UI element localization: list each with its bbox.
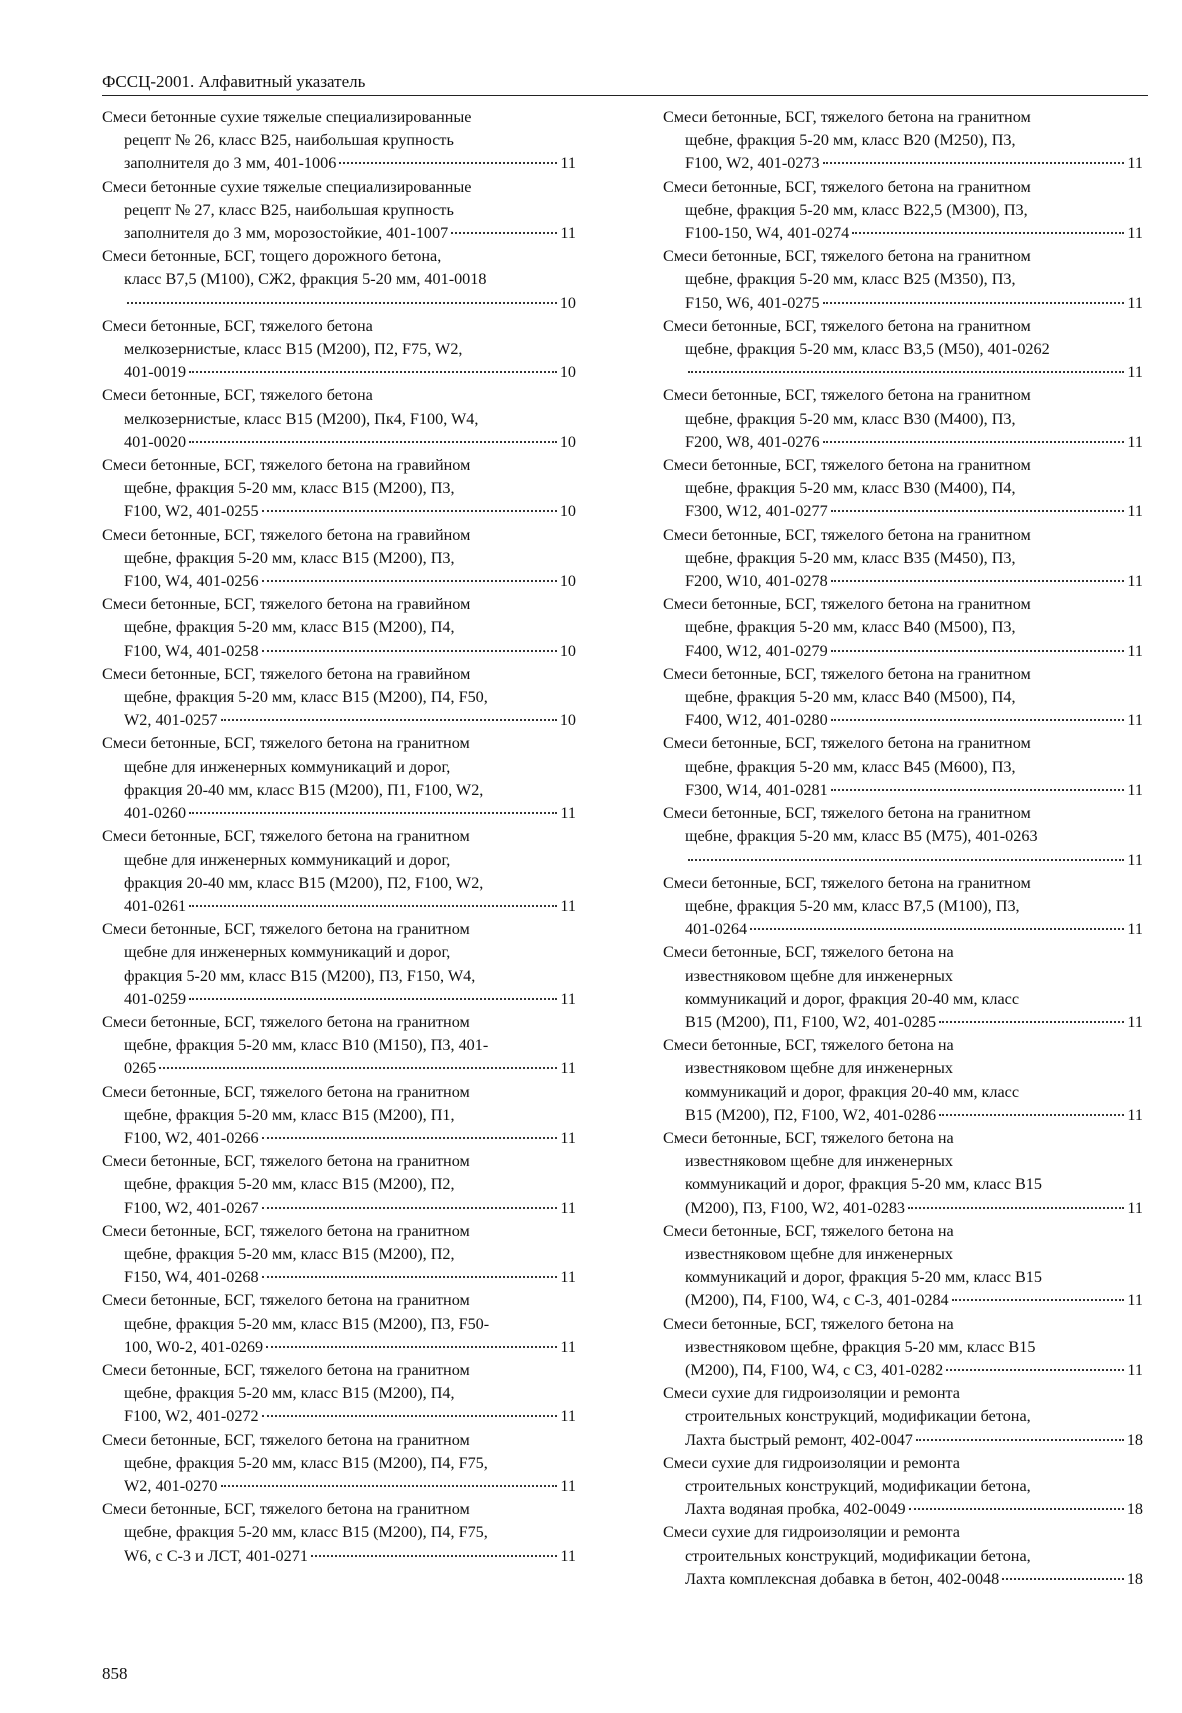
entry-line: Смеси сухие для гидроизоляции и ремонта bbox=[663, 1523, 960, 1542]
entry-last-line: Лахта быстрый ремонт, 402-0047 bbox=[685, 1430, 913, 1449]
entry-leader-line bbox=[124, 988, 576, 1011]
entry-line: Смеси бетонные, БСГ, тяжелого бетона bbox=[102, 316, 373, 335]
entry-page-ref: 11 bbox=[560, 896, 576, 915]
entry-last-line: W2, 401-0257 bbox=[124, 711, 218, 730]
index-entry bbox=[102, 245, 576, 315]
entry-leader-line bbox=[685, 1197, 1143, 1220]
entry-line: Смеси бетонные, БСГ, тяжелого бетона на гранитном bbox=[102, 1360, 470, 1379]
entry-leader-line bbox=[685, 152, 1143, 175]
entry-line: Смеси бетонные, БСГ, тяжелого бетона на гранитном bbox=[102, 734, 470, 753]
entry-last-line: F200, W10, 401-0278 bbox=[685, 572, 828, 591]
entry-last-line: F150, W4, 401-0268 bbox=[124, 1268, 259, 1287]
entry-last-line: 100, W0-2, 401-0269 bbox=[124, 1337, 264, 1356]
entry-line: щебне, фракция 5-20 мм, класс В40 (М500), П3, bbox=[685, 618, 1016, 637]
dot-leader bbox=[823, 441, 1125, 443]
entry-last-line: F300, W14, 401-0281 bbox=[685, 780, 828, 799]
entry-line: известняковом щебне для инженерных bbox=[685, 1152, 953, 1171]
entry-leader-line bbox=[685, 361, 1143, 384]
dot-leader bbox=[262, 1207, 558, 1209]
index-entry bbox=[663, 1452, 1143, 1522]
index-entry bbox=[663, 1382, 1143, 1452]
entry-last-line: В15 (М200), П1, F100, W2, 401-0285 bbox=[685, 1012, 937, 1031]
entry-line: Смеси бетонные, БСГ, тяжелого бетона на bbox=[663, 1128, 954, 1147]
entry-line: щебне, фракция 5-20 мм, класс В15 (М200), П3, bbox=[124, 548, 455, 567]
index-entry bbox=[663, 454, 1143, 524]
entry-line: щебне, фракция 5-20 мм, класс В15 (М200), П4, F75, bbox=[124, 1523, 488, 1542]
entry-page-ref: 11 bbox=[560, 1128, 576, 1147]
entry-line: щебне, фракция 5-20 мм, класс В15 (М200), П4, F75, bbox=[124, 1453, 488, 1472]
entry-leader-line bbox=[685, 500, 1143, 523]
entry-page-ref: 18 bbox=[1126, 1500, 1143, 1519]
entry-line: Смеси бетонные, БСГ, тяжелого бетона на bbox=[663, 943, 954, 962]
index-entry bbox=[663, 1313, 1143, 1383]
dot-leader bbox=[908, 1207, 1124, 1209]
entry-line: Смеси бетонные, БСГ, тяжелого бетона на гранитном bbox=[102, 827, 470, 846]
entry-line: Смеси бетонные, БСГ, тяжелого бетона на bbox=[663, 1221, 954, 1240]
entry-line: рецепт № 27, класс В25, наибольшая крупность bbox=[124, 200, 454, 219]
entry-last-line: F150, W6, 401-0275 bbox=[685, 293, 820, 312]
entry-last-line: F100, W4, 401-0258 bbox=[124, 641, 259, 660]
dot-leader bbox=[221, 1485, 558, 1487]
dot-leader bbox=[916, 1439, 1124, 1441]
dot-leader bbox=[262, 650, 557, 652]
entry-leader-line bbox=[124, 802, 576, 825]
entry-leader-line bbox=[685, 1359, 1143, 1382]
entry-line: Смеси бетонные, БСГ, тяжелого бетона на bbox=[663, 1036, 954, 1055]
index-entry bbox=[102, 1359, 576, 1429]
entry-line: Смеси бетонные, БСГ, тяжелого бетона на bbox=[663, 1314, 954, 1333]
entry-line: Смеси бетонные, БСГ, тяжелого бетона на гранитном bbox=[663, 734, 1031, 753]
entry-line: щебне, фракция 5-20 мм, класс В22,5 (М300), П3, bbox=[685, 200, 1028, 219]
entry-line: строительных конструкций, модификации бетона, bbox=[685, 1546, 1031, 1565]
entry-line: щебне, фракция 5-20 мм, класс В20 (М250), П3, bbox=[685, 131, 1016, 150]
index-entry bbox=[663, 663, 1143, 733]
entry-line: щебне, фракция 5-20 мм, класс В5 (М75), 401-0263 bbox=[685, 827, 1038, 846]
entry-line: Смеси бетонные сухие тяжелые специализированные bbox=[102, 108, 472, 126]
dot-leader bbox=[189, 441, 557, 443]
index-entry bbox=[663, 872, 1143, 942]
dot-leader bbox=[266, 1346, 557, 1348]
entry-page-ref: 10 bbox=[559, 293, 576, 312]
entry-page-ref: 11 bbox=[1127, 920, 1143, 939]
dot-leader bbox=[189, 998, 557, 1000]
dot-leader bbox=[262, 510, 557, 512]
entry-line: Смеси бетонные, БСГ, тяжелого бетона на гранитном bbox=[663, 386, 1031, 405]
entry-line: щебне, фракция 5-20 мм, класс В3,5 (М50), 401-0262 bbox=[685, 340, 1050, 359]
index-entry bbox=[663, 1127, 1143, 1220]
entry-line: щебне, фракция 5-20 мм, класс В15 (М200), П1, bbox=[124, 1105, 455, 1124]
entry-line: щебне, фракция 5-20 мм, класс В40 (М500), П4, bbox=[685, 688, 1016, 707]
entry-line: коммуникаций и дорог, фракция 5-20 мм, класс В15 bbox=[685, 1268, 1042, 1287]
index-entry bbox=[102, 663, 576, 733]
dot-leader bbox=[831, 510, 1125, 512]
dot-leader bbox=[939, 1114, 1124, 1116]
entry-last-line: заполнителя до 3 мм, 401-1006 bbox=[124, 154, 337, 173]
entry-page-ref: 10 bbox=[559, 572, 576, 591]
page-number: 858 bbox=[102, 1664, 128, 1683]
entry-leader-line bbox=[685, 918, 1143, 941]
entry-line: Смеси бетонные, БСГ, тяжелого бетона на гравийном bbox=[102, 664, 471, 683]
dot-leader bbox=[688, 371, 1124, 373]
entry-leader-line bbox=[685, 709, 1143, 732]
entry-line: Смеси сухие для гидроизоляции и ремонта bbox=[663, 1384, 960, 1403]
index-entry bbox=[663, 315, 1143, 385]
entry-leader-line bbox=[685, 1568, 1143, 1591]
entry-page-ref: 11 bbox=[1127, 711, 1143, 730]
entry-leader-line bbox=[124, 709, 576, 732]
entry-line: Смеси бетонные, БСГ, тяжелого бетона на гранитном bbox=[102, 1012, 470, 1031]
entry-page-ref: 11 bbox=[1127, 780, 1143, 799]
entry-page-ref: 11 bbox=[1127, 641, 1143, 660]
entry-last-line: В15 (М200), П2, F100, W2, 401-0286 bbox=[685, 1105, 937, 1124]
entry-line: щебне, фракция 5-20 мм, класс В15 (М200), П3, F50- bbox=[124, 1314, 490, 1333]
dot-leader bbox=[127, 302, 557, 304]
entry-line: Смеси бетонные, БСГ, тяжелого бетона на гранитном bbox=[102, 920, 470, 939]
dot-leader bbox=[189, 812, 557, 814]
entry-line: известняковом щебне для инженерных bbox=[685, 1059, 953, 1078]
entry-line: Смеси бетонные, БСГ, тяжелого бетона на гранитном bbox=[663, 595, 1031, 614]
entry-last-line: F400, W12, 401-0279 bbox=[685, 641, 828, 660]
index-entry bbox=[663, 1034, 1143, 1127]
dot-leader bbox=[311, 1555, 557, 1557]
index-entry bbox=[102, 593, 576, 663]
entry-last-line: (М200), П3, F100, W2, 401-0283 bbox=[685, 1198, 906, 1217]
entry-leader-line bbox=[685, 1011, 1143, 1034]
entry-last-line: F300, W12, 401-0277 bbox=[685, 502, 828, 521]
entry-leader-line bbox=[685, 431, 1143, 454]
entry-line: известняковом щебне, фракция 5-20 мм, класс В15 bbox=[685, 1337, 1036, 1356]
index-entry bbox=[663, 732, 1143, 802]
entry-last-line: F100, W4, 401-0256 bbox=[124, 572, 259, 591]
entry-last-line: F100, W2, 401-0266 bbox=[124, 1128, 259, 1147]
entry-page-ref: 11 bbox=[560, 1059, 576, 1078]
entry-page-ref: 10 bbox=[559, 641, 576, 660]
entry-line: щебне, фракция 5-20 мм, класс В7,5 (М100), П3, bbox=[685, 896, 1020, 915]
entry-line: фракция 20-40 мм, класс В15 (М200), П1, F100, W2, bbox=[124, 780, 484, 799]
entry-page-ref: 11 bbox=[1127, 1198, 1143, 1217]
entry-last-line: 401-0260 bbox=[124, 804, 187, 823]
entry-page-ref: 11 bbox=[560, 1407, 576, 1426]
entry-line: щебне для инженерных коммуникаций и дорог, bbox=[124, 850, 451, 869]
index-entry bbox=[102, 384, 576, 454]
dot-leader bbox=[831, 789, 1125, 791]
entry-page-ref: 11 bbox=[1127, 432, 1143, 451]
index-entry bbox=[102, 1498, 576, 1568]
entry-line: щебне для инженерных коммуникаций и дорог, bbox=[124, 943, 451, 962]
entry-last-line: F100, W2, 401-0272 bbox=[124, 1407, 259, 1426]
entry-line: Смеси бетонные, БСГ, тяжелого бетона на гранитном bbox=[102, 1152, 470, 1171]
entry-leader-line bbox=[124, 570, 576, 593]
index-entry bbox=[663, 245, 1143, 315]
entry-leader-line bbox=[124, 152, 576, 175]
entry-last-line: F100, W2, 401-0273 bbox=[685, 154, 820, 173]
index-entry bbox=[663, 176, 1143, 246]
entry-line: мелкозернистые, класс В15 (М200), П2, F75, W2, bbox=[124, 340, 463, 359]
index-entry bbox=[102, 825, 576, 918]
entry-last-line: заполнителя до 3 мм, морозостойкие, 401-1007 bbox=[124, 224, 449, 243]
entry-line: коммуникаций и дорог, фракция 20-40 мм, класс bbox=[685, 989, 1020, 1008]
dot-leader bbox=[262, 580, 557, 582]
entry-leader-line bbox=[685, 1429, 1143, 1452]
entry-page-ref: 11 bbox=[560, 1268, 576, 1287]
dot-leader bbox=[831, 580, 1125, 582]
dot-leader bbox=[262, 1415, 558, 1417]
entry-last-line: F200, W8, 401-0276 bbox=[685, 432, 820, 451]
entry-line: щебне, фракция 5-20 мм, класс В15 (М200), П2, bbox=[124, 1244, 455, 1263]
entry-last-line: Лахта комплексная добавка в бетон, 402-0048 bbox=[685, 1569, 1000, 1588]
entry-line: Смеси бетонные, БСГ, тяжелого бетона на гранитном bbox=[102, 1500, 470, 1519]
entry-line: фракция 5-20 мм, класс В15 (М200), П3, F150, W4, bbox=[124, 966, 476, 985]
entry-leader-line bbox=[685, 640, 1143, 663]
entry-last-line: 401-0259 bbox=[124, 989, 187, 1008]
entry-page-ref: 10 bbox=[559, 432, 576, 451]
entry-line: щебне, фракция 5-20 мм, класс В15 (М200), П2, bbox=[124, 1175, 455, 1194]
entry-page-ref: 11 bbox=[1127, 572, 1143, 591]
entry-line: известняковом щебне для инженерных bbox=[685, 1244, 953, 1263]
entry-line: известняковом щебне для инженерных bbox=[685, 966, 953, 985]
entry-line: класс В7,5 (М100), СЖ2, фракция 5-20 мм, 401-0018 bbox=[124, 270, 487, 289]
entry-last-line: F400, W12, 401-0280 bbox=[685, 711, 828, 730]
entry-last-line: 401-0261 bbox=[124, 896, 187, 915]
entry-line: Смеси бетонные, БСГ, тяжелого бетона на гранитном bbox=[102, 1082, 470, 1101]
entry-leader-line bbox=[685, 1104, 1143, 1127]
dot-leader bbox=[831, 719, 1125, 721]
dot-leader bbox=[952, 1299, 1125, 1301]
entry-line: фракция 20-40 мм, класс В15 (М200), П2, F100, W2, bbox=[124, 873, 484, 892]
entry-line: щебне, фракция 5-20 мм, класс В15 (М200), П3, bbox=[124, 479, 455, 498]
entry-page-ref: 11 bbox=[1127, 293, 1143, 312]
dot-leader bbox=[262, 1137, 558, 1139]
index-entry bbox=[102, 524, 576, 594]
entry-line: Смеси бетонные сухие тяжелые специализированные bbox=[102, 177, 472, 196]
entry-page-ref: 11 bbox=[1127, 1105, 1143, 1124]
entry-line: коммуникаций и дорог, фракция 5-20 мм, класс В15 bbox=[685, 1175, 1042, 1194]
entry-leader-line bbox=[685, 849, 1143, 872]
entry-leader-line bbox=[124, 640, 576, 663]
entry-line: щебне, фракция 5-20 мм, класс В15 (М200), П4, F50, bbox=[124, 688, 488, 707]
entry-line: Смеси бетонные, БСГ, тяжелого бетона на гравийном bbox=[102, 595, 471, 614]
entry-line: щебне, фракция 5-20 мм, класс В30 (М400), П4, bbox=[685, 479, 1016, 498]
dot-leader bbox=[909, 1508, 1124, 1510]
entry-last-line: 401-0019 bbox=[124, 363, 187, 382]
index-entry bbox=[102, 176, 576, 246]
entry-leader-line bbox=[124, 222, 576, 245]
index-entry bbox=[102, 1289, 576, 1359]
entry-line: Смеси бетонные, БСГ, тяжелого бетона на гранитном bbox=[663, 456, 1031, 475]
entry-line: Смеси бетонные, БСГ, тяжелого бетона на гранитном bbox=[663, 873, 1031, 892]
dot-leader bbox=[159, 1067, 557, 1069]
entry-line: щебне, фракция 5-20 мм, класс В25 (М350), П3, bbox=[685, 270, 1016, 289]
entry-last-line: Лахта водяная пробка, 402-0049 bbox=[685, 1500, 906, 1519]
entry-last-line: F100, W2, 401-0255 bbox=[124, 502, 259, 521]
dot-leader bbox=[189, 371, 557, 373]
entry-page-ref: 11 bbox=[1127, 1012, 1143, 1031]
entry-line: строительных конструкций, модификации бетона, bbox=[685, 1476, 1031, 1495]
entry-line: Смеси бетонные, БСГ, тяжелого бетона на гравийном bbox=[102, 456, 471, 475]
entry-page-ref: 11 bbox=[560, 224, 576, 243]
entry-leader-line bbox=[124, 1057, 576, 1080]
entry-last-line: 401-0020 bbox=[124, 432, 187, 451]
left-column bbox=[102, 106, 576, 1568]
entry-leader-line bbox=[124, 292, 576, 315]
entry-line: щебне, фракция 5-20 мм, класс В15 (М200), П4, bbox=[124, 1384, 455, 1403]
dot-leader bbox=[451, 232, 557, 234]
entry-line: щебне, фракция 5-20 мм, класс В30 (М400), П3, bbox=[685, 409, 1016, 428]
entry-page-ref: 11 bbox=[560, 989, 576, 1008]
index-entry bbox=[102, 1429, 576, 1499]
dot-leader bbox=[823, 162, 1125, 164]
entry-leader-line bbox=[124, 431, 576, 454]
index-entry bbox=[102, 1220, 576, 1290]
entry-line: Смеси бетонные, БСГ, тяжелого бетона на гранитном bbox=[663, 247, 1031, 266]
entry-page-ref: 11 bbox=[560, 1546, 576, 1565]
entry-last-line: F100-150, W4, 401-0274 bbox=[685, 224, 850, 243]
entry-leader-line bbox=[124, 1545, 576, 1568]
entry-leader-line bbox=[124, 1336, 576, 1359]
entry-line: Смеси бетонные, БСГ, тяжелого бетона на гранитном bbox=[663, 525, 1031, 544]
entry-line: Смеси бетонные, БСГ, тяжелого бетона на гранитном bbox=[102, 1221, 470, 1240]
index-entry bbox=[663, 802, 1143, 872]
dot-leader bbox=[339, 162, 557, 164]
entry-leader-line bbox=[124, 895, 576, 918]
entry-leader-line bbox=[685, 1289, 1143, 1312]
index-entry bbox=[663, 384, 1143, 454]
entry-last-line: 401-0264 bbox=[685, 920, 748, 939]
entry-page-ref: 10 bbox=[559, 363, 576, 382]
dot-leader bbox=[939, 1021, 1124, 1023]
entry-line: Смеси бетонные, БСГ, тяжелого бетона на гравийном bbox=[102, 525, 471, 544]
entry-leader-line bbox=[124, 1127, 576, 1150]
dot-leader bbox=[262, 1276, 558, 1278]
entry-page-ref: 11 bbox=[1127, 502, 1143, 521]
entry-leader-line bbox=[124, 1197, 576, 1220]
entry-page-ref: 18 bbox=[1126, 1430, 1143, 1449]
entry-leader-line bbox=[124, 1405, 576, 1428]
dot-leader bbox=[688, 859, 1124, 861]
entry-page-ref: 11 bbox=[560, 154, 576, 173]
dot-leader bbox=[831, 650, 1125, 652]
index-entry bbox=[102, 918, 576, 1011]
entry-page-ref: 10 bbox=[559, 502, 576, 521]
dot-leader bbox=[852, 232, 1124, 234]
index-entry bbox=[102, 315, 576, 385]
right-column bbox=[663, 106, 1143, 1591]
index-entry bbox=[663, 524, 1143, 594]
entry-leader-line bbox=[685, 222, 1143, 245]
entry-leader-line bbox=[685, 1498, 1143, 1521]
entry-line: Смеси бетонные, БСГ, тяжелого бетона на гранитном bbox=[102, 1291, 470, 1310]
dot-leader bbox=[189, 905, 557, 907]
entry-line: Смеси бетонные, БСГ, тяжелого бетона на гранитном bbox=[663, 316, 1031, 335]
entry-leader-line bbox=[124, 1475, 576, 1498]
entry-page-ref: 11 bbox=[1127, 1291, 1143, 1310]
index-entry bbox=[663, 941, 1143, 1034]
entry-line: щебне, фракция 5-20 мм, класс В10 (М150), П3, 401- bbox=[124, 1036, 489, 1055]
entry-last-line: (М200), П4, F100, W4, с С3, 401-0282 bbox=[685, 1360, 944, 1379]
entry-last-line: 0265 bbox=[124, 1059, 157, 1078]
entry-line: Смеси бетонные, БСГ, тяжелого бетона bbox=[102, 386, 373, 405]
entry-leader-line bbox=[124, 1266, 576, 1289]
index-entry bbox=[663, 1521, 1143, 1591]
entry-line: Смеси сухие для гидроизоляции и ремонта bbox=[663, 1453, 960, 1472]
index-entry bbox=[102, 732, 576, 825]
page-header: ФССЦ-2001. Алфавитный указатель bbox=[102, 72, 1148, 96]
entry-line: Смеси бетонные, БСГ, тощего дорожного бетона, bbox=[102, 247, 442, 266]
index-entry bbox=[102, 454, 576, 524]
entry-line: коммуникаций и дорог, фракция 20-40 мм, класс bbox=[685, 1082, 1020, 1101]
entry-line: мелкозернистые, класс В15 (М200), Пк4, F100, W4, bbox=[124, 409, 479, 428]
entry-line: строительных конструкций, модификации бетона, bbox=[685, 1407, 1031, 1426]
entry-line: щебне, фракция 5-20 мм, класс В15 (М200), П4, bbox=[124, 618, 455, 637]
entry-page-ref: 10 bbox=[559, 711, 576, 730]
entry-line: щебне для инженерных коммуникаций и дорог, bbox=[124, 757, 451, 776]
dot-leader bbox=[946, 1369, 1124, 1371]
entry-leader-line bbox=[685, 292, 1143, 315]
entry-page-ref: 11 bbox=[560, 1476, 576, 1495]
index-entry bbox=[102, 1081, 576, 1151]
index-entry bbox=[102, 106, 576, 176]
index-entry bbox=[663, 106, 1143, 176]
entry-last-line: W6, с С-3 и ЛСТ, 401-0271 bbox=[124, 1546, 308, 1565]
entry-page-ref: 11 bbox=[1127, 363, 1143, 382]
entry-page-ref: 11 bbox=[560, 1337, 576, 1356]
entry-last-line: (М200), П4, F100, W4, с С-3, 401-0284 bbox=[685, 1291, 949, 1310]
index-entry bbox=[663, 593, 1143, 663]
entry-line: Смеси бетонные, БСГ, тяжелого бетона на гранитном bbox=[663, 108, 1031, 126]
entry-leader-line bbox=[124, 500, 576, 523]
entry-line: Смеси бетонные, БСГ, тяжелого бетона на гранитном bbox=[102, 1430, 470, 1449]
entry-page-ref: 11 bbox=[1127, 1360, 1143, 1379]
dot-leader bbox=[221, 719, 557, 721]
index-entry bbox=[102, 1011, 576, 1081]
entry-leader-line bbox=[685, 570, 1143, 593]
entry-last-line: W2, 401-0270 bbox=[124, 1476, 218, 1495]
index-entry bbox=[663, 1220, 1143, 1313]
entry-line: Смеси бетонные, БСГ, тяжелого бетона на гранитном bbox=[663, 664, 1031, 683]
entry-last-line: F100, W2, 401-0267 bbox=[124, 1198, 259, 1217]
entry-line: Смеси бетонные, БСГ, тяжелого бетона на гранитном bbox=[663, 804, 1031, 823]
entry-line: рецепт № 26, класс В25, наибольшая крупность bbox=[124, 131, 454, 150]
dot-leader bbox=[750, 928, 1124, 930]
entry-page-ref: 11 bbox=[560, 1198, 576, 1217]
entry-page-ref: 11 bbox=[1127, 224, 1143, 243]
dot-leader bbox=[823, 302, 1125, 304]
entry-line: щебне, фракция 5-20 мм, класс В35 (М450), П3, bbox=[685, 548, 1016, 567]
entry-page-ref: 18 bbox=[1126, 1569, 1143, 1588]
entry-leader-line bbox=[124, 361, 576, 384]
entry-page-ref: 11 bbox=[1127, 850, 1143, 869]
entry-line: щебне, фракция 5-20 мм, класс В45 (М600), П3, bbox=[685, 757, 1016, 776]
entry-line: Смеси бетонные, БСГ, тяжелого бетона на гранитном bbox=[663, 177, 1031, 196]
dot-leader bbox=[1002, 1578, 1124, 1580]
entry-leader-line bbox=[685, 779, 1143, 802]
entry-page-ref: 11 bbox=[1127, 154, 1143, 173]
index-entry bbox=[102, 1150, 576, 1220]
entry-page-ref: 11 bbox=[560, 804, 576, 823]
